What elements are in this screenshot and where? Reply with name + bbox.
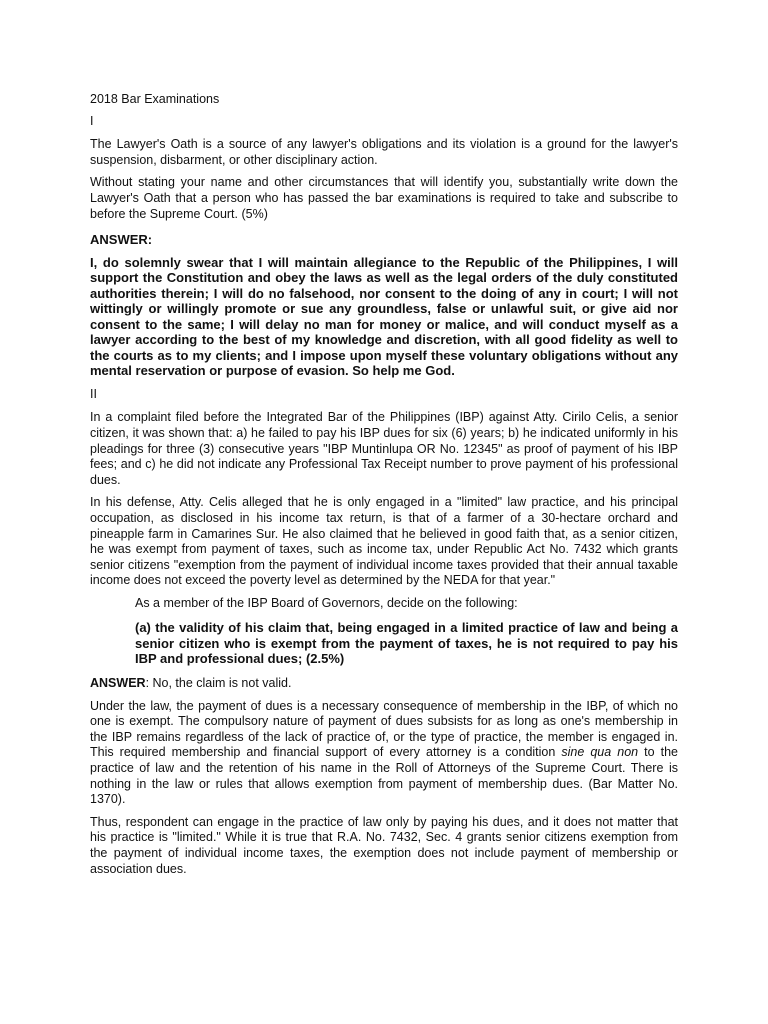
answer-heading: ANSWER: <box>90 232 153 248</box>
explanation-part-2: to the practice of law and the retention of his name in the Roll of Attorneys of the Supreme Court. There is nothing in the law or rules that allows exemption from payment of membership dues. (Bar Matter No. 1370). <box>90 745 678 807</box>
latin-term: sine qua non <box>561 745 639 760</box>
question-number-1: I <box>90 113 94 128</box>
answer-2a-label: ANSWER <box>90 675 146 690</box>
document-body <box>90 92 678 884</box>
question-2-facts: In a complaint filed before the Integrated Bar of the Philippines (IBP) against Atty. Cirilo Celis, a senior citizen, it was shown that: a) he failed to pay his IBP dues for six (6) years; b) he indicated uniformly in his pleadings for three (3) consecutive years "IBP Muntinlupa OR No. 12345" as proof of payment of his IBP fees; and c) he did not indicate any Professional Tax Receipt number to prove payment of his professional dues. <box>90 410 678 487</box>
question-number-2: II <box>90 386 97 401</box>
lawyers-oath-answer: I, do solemnly swear that I will maintain allegiance to the Republic of the Philippines, I will support the Constitution and obey the laws as well as the legal orders of the duly constituted authorities therein; I will do no falsehood, nor consent to the doing of any in court; I will not wittingly or willingly promote or sue any groundless, false or unlawful suit, or give aid nor consent to the same; I will delay no man for money or malice, and will conduct myself as a lawyer according to the best of my knowledge and discretion, with all good fidelity as well to the courts as to my clients; and I impose upon myself these voluntary obligations without any mental reservation or purpose of evasion. So help me God. <box>90 254 678 379</box>
question-1-intro: The Lawyer's Oath is a source of any lawyer's obligations and its violation is a ground for the lawyer's suspension, disbarment, or other disciplinary action. <box>90 137 678 167</box>
answer-2a-conclusion: Thus, respondent can engage in the practice of law only by paying his dues, and it does not matter that his practice is "limited." While it is true that R.A. No. 7432, Sec. 4 grants senior citizens exemption from the payment of individual income taxes, the exemption does not include payment of membership or association dues. <box>90 814 678 876</box>
question-1-prompt: Without stating your name and other circumstances that will identify you, substantially write down the Lawyer's Oath that a person who has passed the bar examinations is required to take and subscribe to before the Supreme Court. (5%) <box>90 175 678 221</box>
explanation-part-1: Under the law, the payment of dues is a necessary consequence of membership in the IBP, of which no one is exempt. The compulsory nature of payment of dues subsists for as long as one's membership in the IBP remains regardless of the lack of practice of, or the type of practice, the member is engaged in. This required membership and financial support of every attorney is a condition <box>90 698 678 760</box>
answer-2a-explanation <box>90 699 678 808</box>
question-2-instruction: As a member of the IBP Board of Governors, decide on the following: <box>135 595 518 610</box>
question-2-defense: In his defense, Atty. Celis alleged that he is only engaged in a "limited" law practice, and his principal occupation, as disclosed in his income tax return, is that of a farmer of a 30-hectare orchard and pineapple farm in Camarines Sur. He also claimed that he believed in good faith that, as a senior citizen, he was exempt from payment of taxes, such as income tax, under Republic Act No. 7432 which grants senior citizens "exemption from the payment of individual income taxes provided that their annual taxable income does not exceed the poverty level as determined by the NEDA for that year." <box>90 495 678 588</box>
answer-2a-text: : No, the claim is not valid. <box>145 675 292 690</box>
answer-2a <box>90 676 678 692</box>
document-title: 2018 Bar Examinations <box>90 92 220 106</box>
question-2a: (a) the validity of his claim that, being engaged in a limited practice of law and being a senior citizen who is exempt from the payment of taxes, he is not required to pay his IBP and professional dues; (2.5%) <box>135 620 678 667</box>
